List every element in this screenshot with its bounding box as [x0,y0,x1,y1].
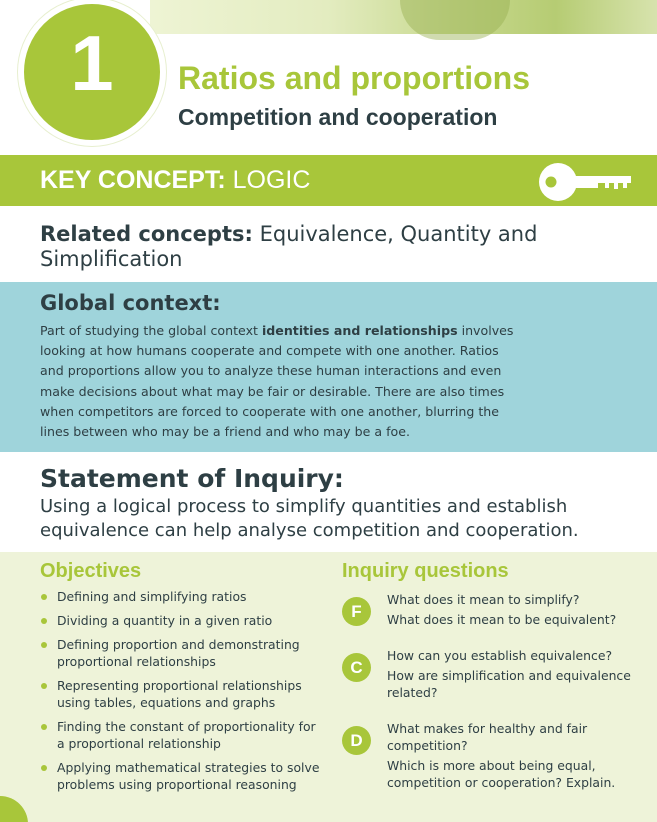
conceptual-badge: C [342,653,371,682]
objective-text: Finding the constant of proportionality for a proportional relationship [57,719,316,751]
related-concepts-label: Related concepts: [40,222,253,246]
global-context-heading: Global context: [40,291,221,315]
chapter-subtitle: Competition and cooperation [178,104,498,130]
bullet-icon [41,724,47,730]
inquiry-question-list [387,720,642,794]
inquiry-question: What makes for healthy and fair competition? [387,721,588,753]
statement-of-inquiry-body: Using a logical process to simplify quantities and establish equivalence can help analyse competition and cooperation. [40,496,579,541]
global-context-text-1: Part of studying the global context [40,323,262,338]
list-item [40,718,320,752]
objective-text: Representing proportional relationships using tables, equations and graphs [57,678,302,710]
objective-text: Dividing a quantity in a given ratio [57,613,273,628]
inquiry-question-list [387,647,642,704]
chapter-header [0,0,657,150]
bullet-icon [41,765,47,771]
list-item [40,759,320,793]
list-item [40,677,320,711]
objectives-list [40,588,320,793]
list-item [40,636,320,670]
inquiry-question: Which is more about being equal, competition or cooperation? Explain. [387,758,616,790]
factual-badge: F [342,597,371,626]
chapter-number: 1 [70,19,114,107]
inquiry-question-list [387,591,642,631]
objective-text: Applying mathematical strategies to solve problems using proportional reasoning [57,760,320,792]
inquiry-question: How are simplification and equivalence related? [387,668,631,700]
bullet-icon [41,642,47,648]
key-concept [40,166,310,195]
inquiry-questions-heading: Inquiry questions [342,560,509,582]
related-concepts [40,222,600,272]
inquiry-question: What does it mean to simplify? [387,592,580,607]
debatable-badge: D [342,726,371,755]
inquiry-question: What does it mean to be equivalent? [387,612,617,627]
objectives-heading: Objectives [40,560,142,582]
inquiry-question: How can you establish equivalence? [387,648,613,663]
bullet-icon [41,594,47,600]
global-context-body [40,321,520,442]
global-context-text-2: involves looking at how humans cooperate and compete with one another. Ratios and proportions allow you to analyze these human interactions and even make decisions about what may be fair or desirable. There are also times when competitors are forced to cooperate with one another, blurring the lines between who may be a friend and who may be a foe. [40,323,514,440]
statement-of-inquiry [40,464,640,543]
global-context-band [0,282,657,452]
statement-of-inquiry-heading: Statement of Inquiry: [40,464,344,493]
key-icon [536,162,636,202]
objective-text: Defining and simplifying ratios [57,589,247,604]
list-item [40,588,320,605]
key-concept-value: LOGIC [232,166,311,194]
header-photo-shade [400,0,510,40]
chapter-title: Ratios and proportions [178,60,530,96]
bullet-icon [41,618,47,624]
objective-text: Defining proportion and demonstrating proportional relationships [57,637,300,669]
related-concepts-value: Equivalence, Quantity and Simplification [40,222,538,271]
list-item [40,612,320,629]
key-concept-label: KEY CONCEPT: [40,166,226,194]
global-context-emphasis: identities and relationships [261,323,458,338]
objectives-inquiry-band [0,552,657,822]
bullet-icon [41,683,47,689]
key-concept-band [0,155,657,206]
